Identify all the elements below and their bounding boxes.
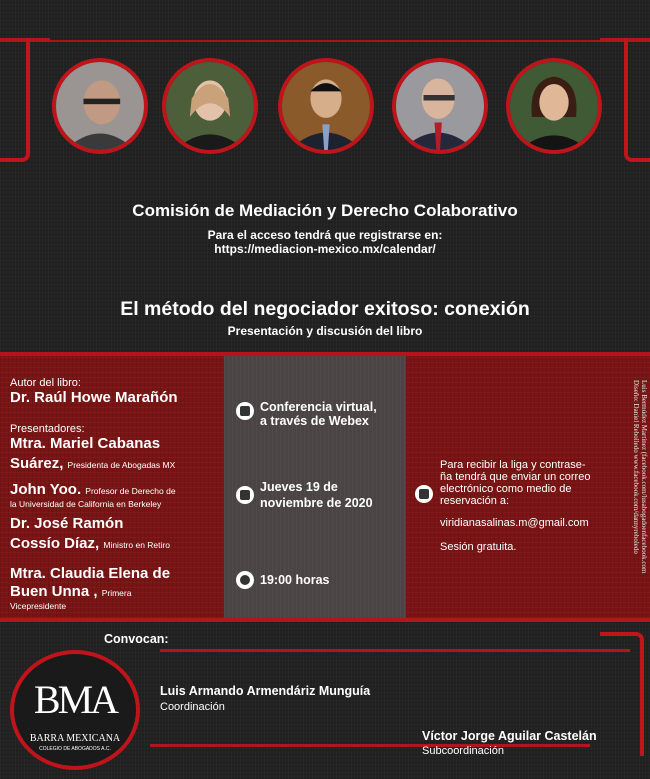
footer-top-line [160,649,630,652]
clock-icon [236,571,254,589]
commission-title: Comisión de Mediación y Derecho Colaborativo [132,201,518,220]
author-label: Autor del libro: [10,377,81,389]
calendar-icon [236,486,254,504]
presenters-label: Presentadores: [10,423,85,435]
coordinator-name: Luis Armando Armendáriz Munguía [160,684,371,698]
presenter-4-line [10,583,131,600]
date-a: Jueves 19 de [260,480,338,494]
band-bottom-line [0,618,650,622]
presenter-2-line [10,481,176,498]
presenter-4-role-a: Primera [101,588,132,598]
event-subtitle: Presentación y discusión del libro [227,324,423,338]
presenter-3-name-a: Dr. José Ramón [10,515,124,532]
footer-bottom-line [150,744,590,747]
footer-right-bracket [600,632,644,756]
presenter-3-role: Ministro en Retiro [103,540,170,550]
access-line-1: Para el acceso tendrá que registrarse en: [207,228,443,242]
info-line-a: Para recibir la liga y contrase- [440,459,586,471]
info-line-d: reservación a: [440,495,510,507]
presenter-2-role-b: la Universidad de California en Berkeley [10,499,162,509]
presenter-4-name-a: Mtra. Claudia Elena de [10,565,171,582]
speaker-photo-5 [506,58,602,154]
speaker-photo-4 [392,58,488,154]
conference-a: Conferencia virtual, [260,400,377,414]
presenter-2-role-a: Profesor de Derecho de [85,486,176,496]
info-line-c: electrónico como medio de [440,483,572,495]
convocan-label: Convocan: [104,632,169,646]
free-session: Sesión gratuita. [440,541,517,553]
presenter-2-name: John Yoo. [10,481,82,498]
logo-name: BARRA MEXICANA [29,733,121,744]
date-b: noviembre de 2020 [260,496,373,510]
author-name: Dr. Raúl Howe Marañón [10,389,178,406]
presenter-1-name-a: Mtra. Mariel Cabanas [10,435,161,452]
presenter-4-role-b: Vicepresidente [10,601,67,611]
speaker-photo-3 [278,58,374,154]
logo-sub: COLEGIO DE ABOGADOS A.C. [39,746,111,752]
conference-b: a través de Webex [260,414,369,428]
presenter-3-name-b: Cossío Díaz, [10,535,100,552]
time: 19:00 horas [260,573,330,587]
presenter-1-name-b: Suárez, [10,455,64,472]
registration-info [440,459,590,507]
subcoordinator-name: Víctor Jorge Aguilar Castelán [422,729,597,743]
top-left-bracket [0,38,30,162]
event-title: El método del negociador exitoso: conexión [120,298,530,320]
info-line-b: ña tendrá que enviar un correo [440,471,591,483]
computer-icon [236,402,254,420]
subcoordinator-role: Subcoordinación [422,745,504,757]
coordinator-role: Coordinación [160,701,225,713]
mail-icon [415,485,433,503]
top-line [40,40,610,42]
access-url[interactable]: https://mediacion-mexico.mx/calendar/ [214,242,436,256]
contact-email[interactable]: viridianasalinas.m@gmail.com [440,517,589,529]
presenter-3-line [10,535,170,552]
presenter-4-name-b: Buen Unna , [10,583,98,600]
speaker-photo-1 [52,58,148,154]
logo-letters: BMA [33,677,117,722]
presenter-1-line [10,455,175,472]
presenter-1-role: Presidenta de Abogadas MX [67,460,176,470]
speaker-photo-2 [162,58,258,154]
side-credits [632,380,648,605]
side-text-a: Diseño: Daniel Rebolledo www.facebook.com/dannyreboledo [632,380,640,554]
side-text-b: Luis Bermúdez Martínez (facebook.com/lusabogadoenfacebook.com [640,380,648,574]
top-right-bracket [624,38,650,162]
